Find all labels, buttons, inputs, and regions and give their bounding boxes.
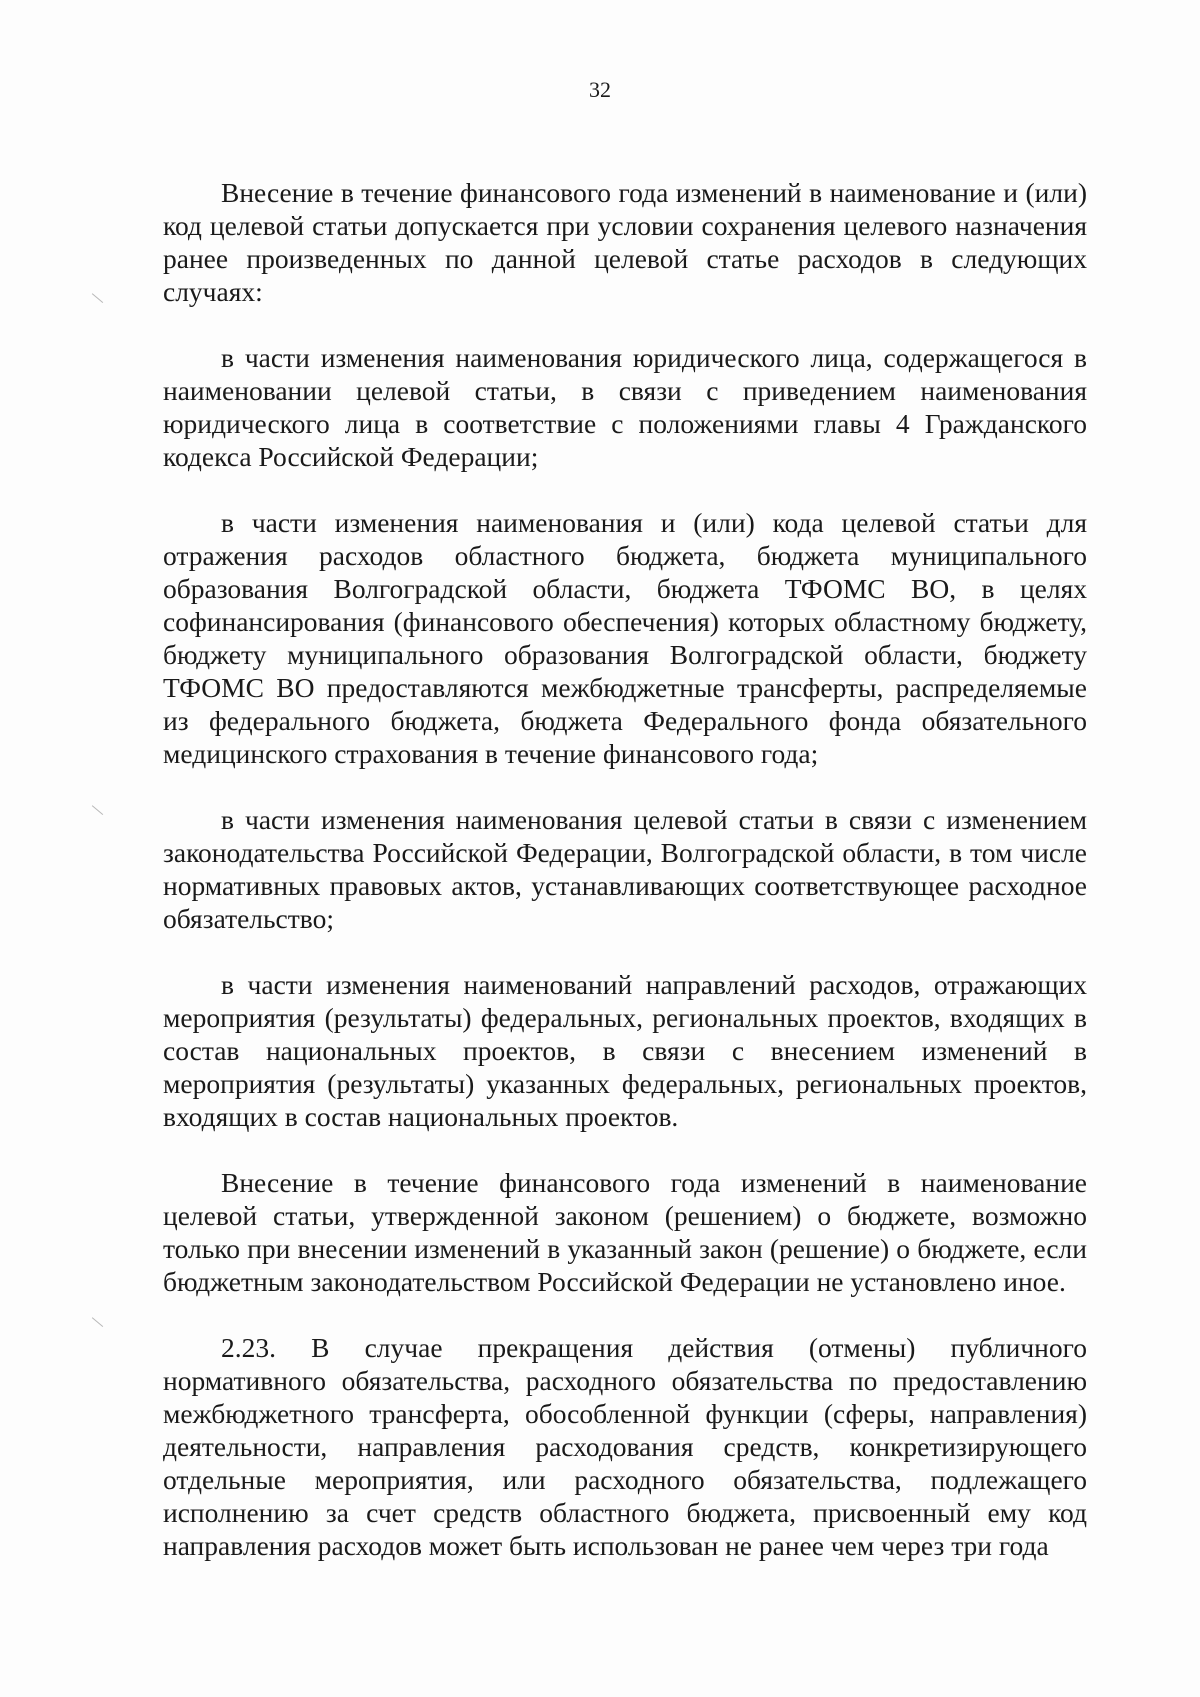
- paragraph: Внесение в течение финансового года изменений в наименование и (или) код целевой статьи допускается при условии сохранения целевого назначения ранее произведенных по данной целевой статье расходов в следующих случаях:: [163, 177, 1087, 307]
- paragraph-section-2-23: 2.23. В случае прекращения действия (отмены) публичного нормативного обязательства, расходного обязательства по предоставлению межбюджетного трансферта, обособленной функции (сферы, направления) деятельности, направления расходования средств, конкретизирующего отдельные мероприятия, или расходного обязательства, подлежащего исполнению за счет средств областного бюджета, присвоенный ему код направления расходов может быть использован не ранее чем через три года: [163, 1332, 1087, 1561]
- scan-mark: [83, 805, 103, 825]
- paragraph: Внесение в течение финансового года изменений в наименование целевой статьи, утвержденной законом (решением) о бюджете, возможно только при внесении изменений в указанный закон (решение) о бюджете, если бюджетным законодательством Российской Федерации не установлено иное.: [163, 1167, 1087, 1297]
- paragraph: в части изменения наименования целевой статьи в связи с изменением законодательства Российской Федерации, Волгоградской области, в том числе нормативных правовых актов, устанавливающих соответствующее расходное обязательство;: [163, 804, 1087, 934]
- scan-mark: [83, 1317, 103, 1337]
- scan-mark: [83, 293, 103, 313]
- document-body: [163, 176, 1087, 1562]
- page-number: 32: [589, 77, 611, 102]
- paragraph: в части изменения наименований направлений расходов, отражающих мероприятия (результаты) федеральных, региональных проектов, входящих в состав национальных проектов, в связи с внесением изменений в мероприятия (результаты) указанных федеральных, региональных проектов, входящих в состав национальных проектов.: [163, 969, 1087, 1132]
- paragraph: в части изменения наименования юридического лица, содержащегося в наименовании целевой статьи, в связи с приведением наименования юридического лица в соответствие с положениями главы 4 Гражданского кодекса Российской Федерации;: [163, 342, 1087, 472]
- paragraph: в части изменения наименования и (или) кода целевой статьи для отражения расходов областного бюджета, бюджета муниципального образования Волгоградской области, бюджета ТФОМС ВО, в целях софинансирования (финансового обеспечения) которых областному бюджету, бюджету муниципального образования Волгоградской области, бюджету ТФОМС ВО предоставляются межбюджетные трансферты, распределяемые из федерального бюджета, бюджета Федерального фонда обязательного медицинского страхования в течение финансового года;: [163, 507, 1087, 769]
